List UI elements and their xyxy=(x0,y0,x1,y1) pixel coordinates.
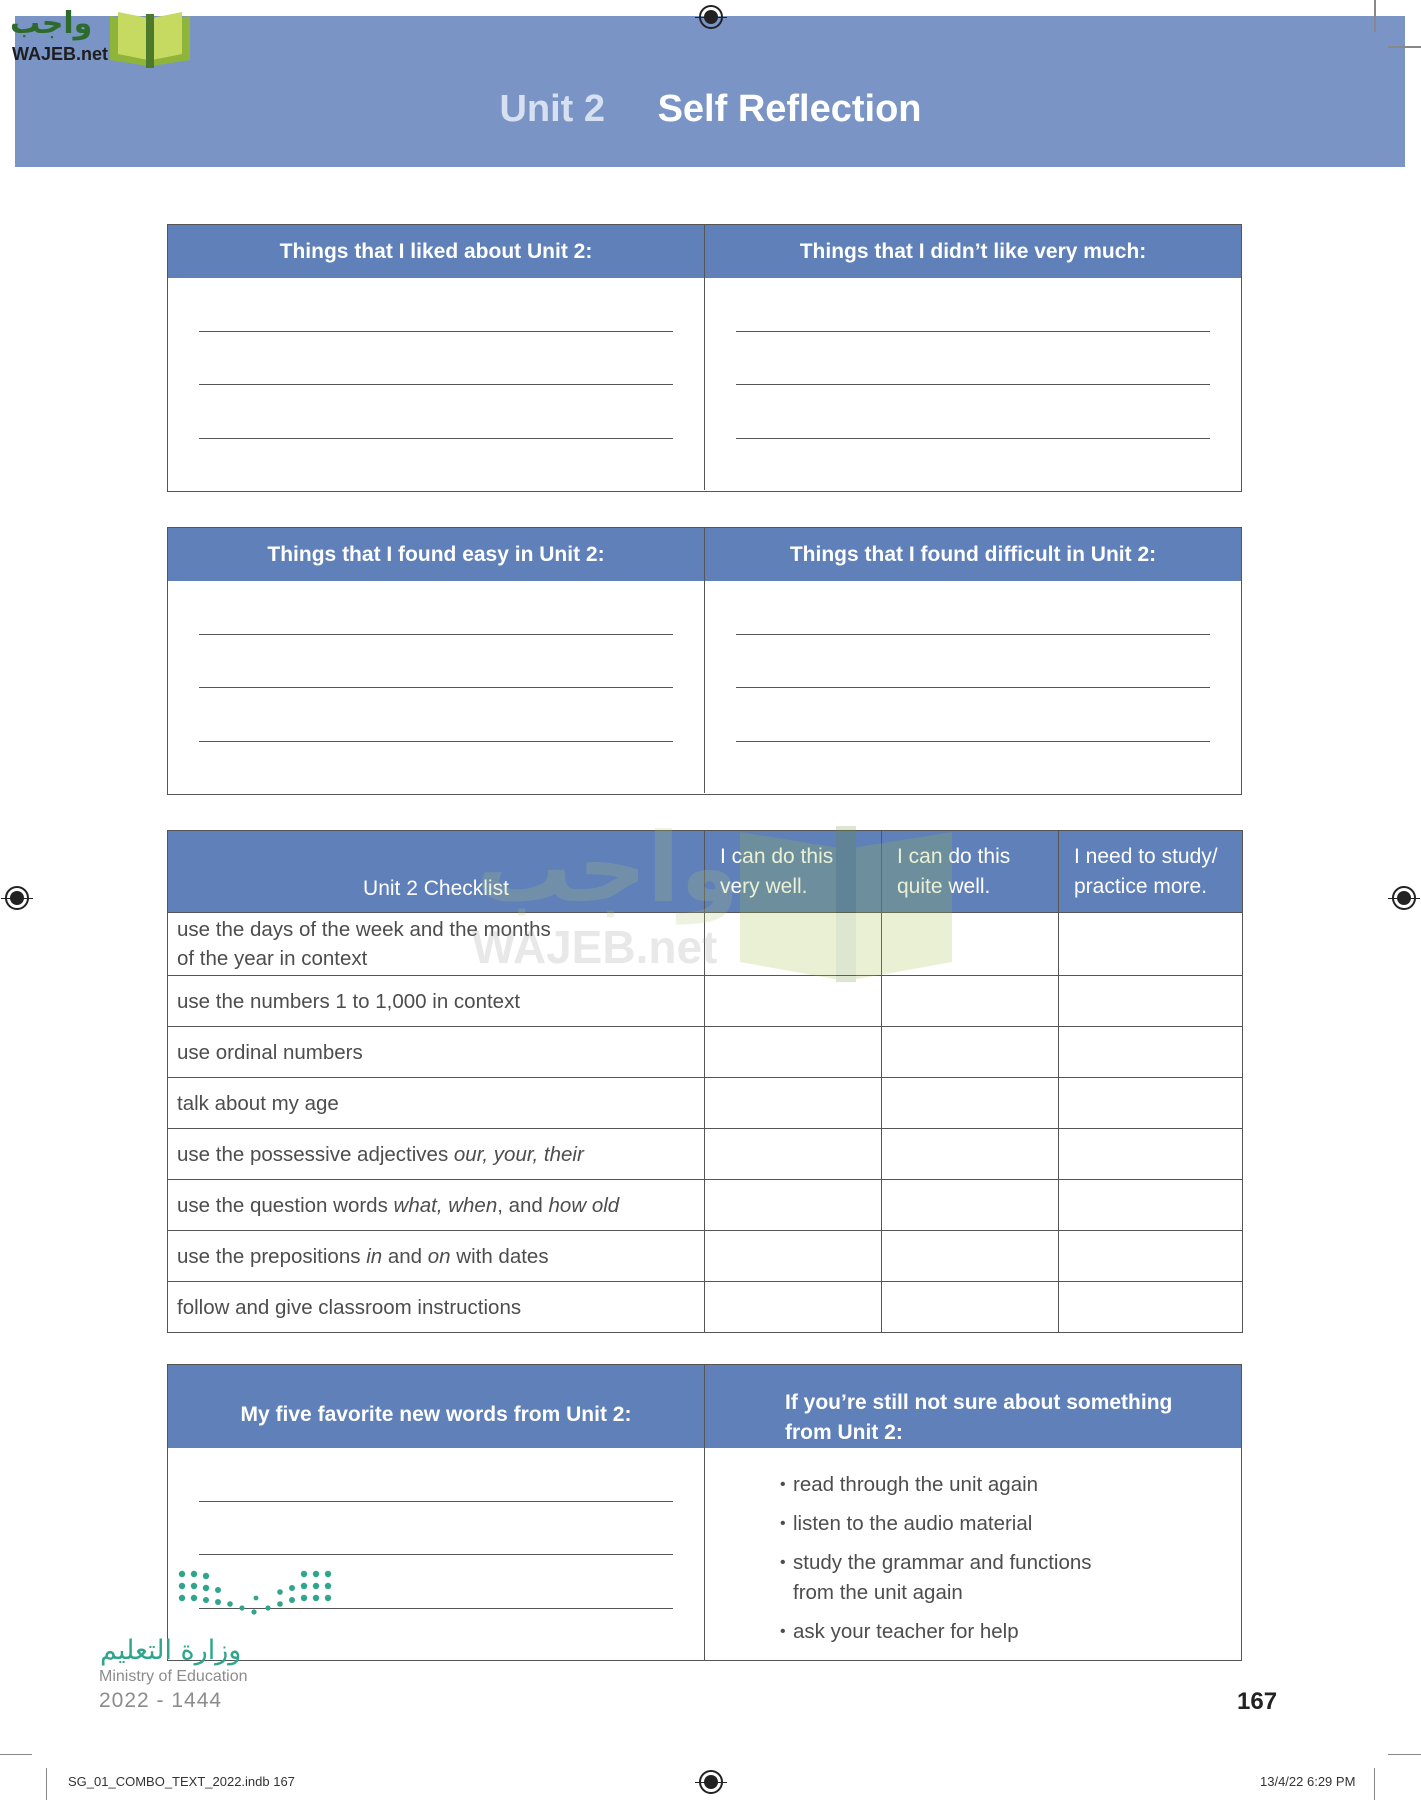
checkbox-cell[interactable] xyxy=(705,1282,882,1333)
writing-line xyxy=(736,634,1210,635)
unit-number: Unit 2 xyxy=(499,88,606,130)
checklist-title: Unit 2 Checklist xyxy=(168,831,705,913)
skill-label: use the prepositions in and on with dates xyxy=(168,1231,705,1282)
checklist-header-row xyxy=(168,831,1243,913)
column-very-well: I can do this very well. xyxy=(705,831,882,913)
checkbox-cell[interactable] xyxy=(882,1180,1059,1231)
difficult-writing-area[interactable] xyxy=(704,581,1241,793)
writing-line xyxy=(199,741,673,742)
crop-mark xyxy=(1374,1768,1375,1800)
disliked-heading: Things that I didn’t like very much: xyxy=(704,225,1241,278)
difficult-heading: Things that I found difficult in Unit 2: xyxy=(704,528,1241,581)
writing-line xyxy=(736,331,1210,332)
table-row xyxy=(168,913,1243,976)
checkbox-cell[interactable] xyxy=(1059,1078,1243,1129)
checkbox-cell[interactable] xyxy=(705,1129,882,1180)
tips-area xyxy=(704,1448,1241,1660)
crop-mark xyxy=(1388,46,1421,48)
writing-line xyxy=(199,438,673,439)
disliked-writing-area[interactable] xyxy=(704,278,1241,490)
list-item: • listen to the audio material xyxy=(780,1509,1092,1539)
unit-title: Self Reflection xyxy=(657,88,922,130)
reflection-box-easy xyxy=(167,527,1242,795)
favorites-writing-area[interactable] xyxy=(168,1448,704,1660)
checkbox-cell[interactable] xyxy=(1059,1282,1243,1333)
writing-line xyxy=(199,1554,673,1555)
tips-list xyxy=(780,1470,1092,1656)
writing-line xyxy=(736,438,1210,439)
checkbox-cell[interactable] xyxy=(1059,1180,1243,1231)
writing-line xyxy=(199,634,673,635)
checkbox-cell[interactable] xyxy=(882,1129,1059,1180)
checkbox-cell[interactable] xyxy=(882,1078,1059,1129)
writing-line xyxy=(736,741,1210,742)
checkbox-cell[interactable] xyxy=(882,976,1059,1027)
logo-arabic-text: واجب xyxy=(10,6,93,41)
writing-line xyxy=(199,1501,673,1502)
crop-mark xyxy=(1388,1754,1421,1755)
writing-line xyxy=(199,384,673,385)
checkbox-cell[interactable] xyxy=(1059,1027,1243,1078)
favorites-heading: My five favorite new words from Unit 2: xyxy=(240,1402,632,1426)
checkbox-cell[interactable] xyxy=(705,1078,882,1129)
bottom-header xyxy=(168,1365,1241,1448)
liked-writing-area[interactable] xyxy=(168,278,704,490)
reflection-header xyxy=(168,528,1241,581)
checkbox-cell[interactable] xyxy=(705,976,882,1027)
skill-label: follow and give classroom instructions xyxy=(168,1282,705,1333)
reflection-header xyxy=(168,225,1241,278)
reflection-box-liked xyxy=(167,224,1242,492)
ministry-year: 2022 - 1444 xyxy=(99,1689,223,1712)
crop-mark xyxy=(0,1754,32,1755)
checkbox-cell[interactable] xyxy=(882,1231,1059,1282)
skill-label: talk about my age xyxy=(168,1078,705,1129)
table-row xyxy=(168,1231,1243,1282)
registration-mark-icon xyxy=(699,1770,723,1794)
checkbox-cell[interactable] xyxy=(882,1027,1059,1078)
book-icon xyxy=(108,8,192,68)
checkbox-cell[interactable] xyxy=(705,913,882,976)
checkbox-cell[interactable] xyxy=(882,1282,1059,1333)
checkbox-cell[interactable] xyxy=(1059,976,1243,1027)
skill-label: use the numbers 1 to 1,000 in context xyxy=(168,976,705,1027)
logo-english-text: WAJEB.net xyxy=(12,44,109,64)
checkbox-cell[interactable] xyxy=(882,913,1059,976)
skill-label: use ordinal numbers xyxy=(168,1027,705,1078)
tips-heading: If you’re still not sure about something from Unit 2: xyxy=(704,1365,1241,1448)
column-quite-well: I can do this quite well. xyxy=(882,831,1059,913)
writing-line xyxy=(736,384,1210,385)
skill-label: use the question words what, when, and how old xyxy=(168,1180,705,1231)
list-item: • read through the unit again xyxy=(780,1470,1092,1500)
print-slug-date: 13/4/22 6:29 PM xyxy=(1260,1774,1356,1789)
registration-mark-icon xyxy=(5,886,29,910)
checkbox-cell[interactable] xyxy=(705,1231,882,1282)
checkbox-cell[interactable] xyxy=(705,1027,882,1078)
list-item: • study the grammar and functions from the unit again xyxy=(780,1548,1092,1608)
ministry-english-name: Ministry of Education xyxy=(99,1668,248,1685)
checkbox-cell[interactable] xyxy=(1059,913,1243,976)
table-row xyxy=(168,1078,1243,1129)
checkbox-cell[interactable] xyxy=(1059,1129,1243,1180)
list-item: • ask your teacher for help xyxy=(780,1617,1092,1647)
easy-heading: Things that I found easy in Unit 2: xyxy=(267,542,605,566)
table-row xyxy=(168,1129,1243,1180)
unit-checklist xyxy=(167,830,1243,1333)
wajeb-logo xyxy=(10,6,190,66)
column-need-study: I need to study/ practice more. xyxy=(1059,831,1243,913)
table-row xyxy=(168,1180,1243,1231)
registration-mark-icon xyxy=(1392,886,1416,910)
page-title xyxy=(0,88,1421,131)
table-row xyxy=(168,1027,1243,1078)
registration-mark-icon xyxy=(699,5,723,29)
watermark-english-text: WAJEB.net xyxy=(472,921,718,973)
skill-label: use the days of the week and the months of the year in context xyxy=(168,913,705,976)
checkbox-cell[interactable] xyxy=(1059,1231,1243,1282)
page-number: 167 xyxy=(1237,1688,1278,1715)
watermark-arabic-text: واجب xyxy=(476,812,740,924)
table-row xyxy=(168,1282,1243,1333)
print-slug-file: SG_01_COMBO_TEXT_2022.indb 167 xyxy=(68,1774,295,1789)
liked-heading: Things that I liked about Unit 2: xyxy=(279,239,593,263)
crop-mark xyxy=(1374,0,1376,32)
easy-writing-area[interactable] xyxy=(168,581,704,793)
writing-line xyxy=(199,687,673,688)
ministry-logo-icon xyxy=(176,1568,336,1620)
ministry-arabic-name: وزارة التعليم xyxy=(100,1635,242,1666)
crop-mark xyxy=(46,1768,47,1800)
writing-line xyxy=(736,687,1210,688)
skill-label: use the possessive adjectives our, your, their xyxy=(168,1129,705,1180)
writing-line xyxy=(199,331,673,332)
table-row xyxy=(168,976,1243,1027)
checkbox-cell[interactable] xyxy=(705,1180,882,1231)
